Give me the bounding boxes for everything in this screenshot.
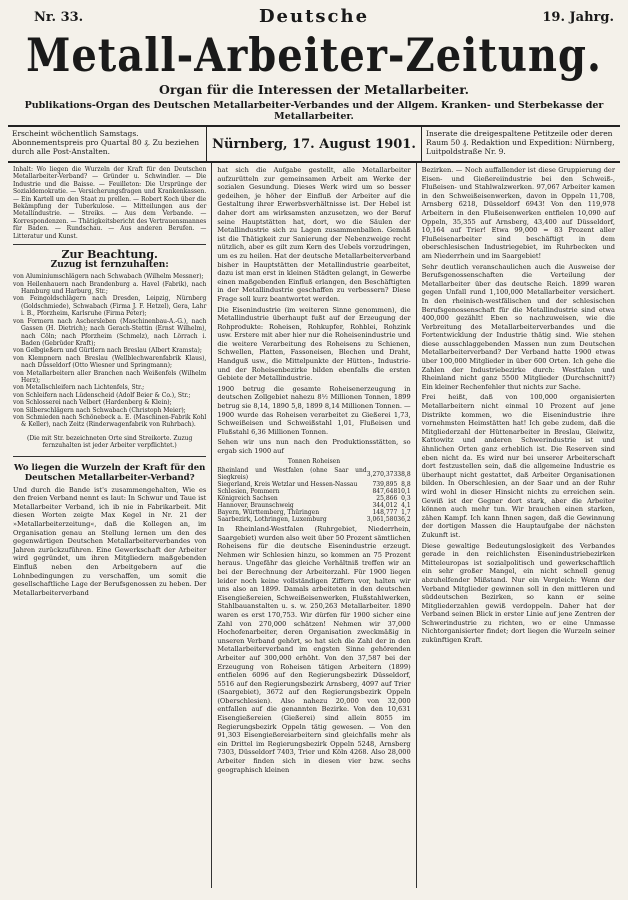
- table-row: [217, 509, 410, 516]
- table-of-contents: Inhalt: Wo liegen die Wurzeln der Kraft für den Deutschen Metallarbeiter-Verband? — Gründer u. Schwindler. — Die Industrie und die Baisse. — Feuilleton: Die Ursprünge der Sozialdemokratie. — Versicherungsfragen und Krankenkassen. — Ein Kartell um den Staat zu prellen. — Robert Koch über die Bekämpfung der Tuberkulose. — Mitteilungen aus der Metallindustrie. — Streiks. — Aus dem Verbande. — Korrespondenzen. — Thätigkeitsbericht des Vertrauensmannes für Baden. — Rundschau. — Aus anderen Berufen. — Litteratur und Kunst.: [13, 166, 207, 240]
- list-item: von Klempnern nach Breslau (Wellblechwarenfabrik Klaus), nach Düsseldorf (Otto Wiesner und Springmann);: [13, 354, 207, 370]
- region-cell: Hannover, Braunschweig: [217, 502, 294, 509]
- article-columns: [8, 163, 620, 888]
- percent-cell: 1,7: [401, 509, 411, 516]
- list-item: von Schleifern nach Lüdenscheid (Adolf Beier & Co.), Str.;: [13, 391, 191, 399]
- dateline: Nürnberg, 17. August 1901.: [207, 127, 422, 161]
- percent-cell: 38,8: [397, 470, 411, 478]
- table-row: [217, 467, 410, 481]
- list-item: von Metallschleifern nach Lichtenfels, Str.;: [13, 384, 145, 392]
- region-cell: Bayern, Württemberg, Thüringen: [217, 509, 320, 516]
- tons-cell: 3,270,373: [366, 470, 398, 478]
- tons-cell: 3,061,580: [366, 516, 398, 523]
- table-row: [217, 488, 410, 495]
- tons-cell: 739,895: [372, 481, 398, 488]
- table-header: Tonnen Roheisen: [287, 457, 341, 465]
- region-cell: Siegerland, Kreis Wetzlar und Hessen-Nassau: [217, 481, 358, 488]
- list-item: von Formern nach Aschersleben (Maschinenbau-A.-G.), nach Gassen (H. Dietrich); nach Gerach-Stettin (Ernst Wilhelm), nach Cöln; nach Pforzheim (Schmelz), nach Lörrach i. Baden (Gebrüder Kraft);: [13, 317, 207, 347]
- region-cell: Saarbezirk, Lothringen, Luxemburg: [217, 516, 327, 523]
- list-item: von Schmieden nach Schönebeck a. E. (Maschinen-Fabrik Kohl & Keller), nach Zeitz (Rinderwagenfabrik von Ruhrbach).: [13, 413, 207, 429]
- masthead-subtitle: Organ für die Interessen der Metallarbeiter.: [158, 82, 470, 97]
- divider: [13, 456, 206, 457]
- list-item: von Schlosserei nach Velbert (Hardenberg & Klein);: [13, 399, 172, 407]
- article-paragraph: hat sich die Aufgabe gestellt, alle Metallarbeiter aufzurütteln zur gemeinsamen Arbeit am Werke der sozialen Gesundung. Dieses Werk wird um so besser gedeihen, je höher der Einfluß der Arbeiter auf die Gestaltung ihrer Erwerbsverhältnisse ist. Der Hebel ist daher dort am wirksamsten anzusetzen, wo der Beruf seine Hauptstätten hat, dort, wo die Säulen der Metallindustrie sich zu Lagen zusammenballen. Gemäß ist die Thätigkeit zur Sanierung der Nebenzweige recht nützlich, aber es gilt zum Kern des Uebels vorzudringen, um es zu heilen. Hat der deutsche Metallarbeiterverband bisher in Hauptstätten der Metallindustrie gearbeitet, dazu ist man erst in kleinen Städten gelangt, in Gewerbe einen maßgebenden Einfluß erlangen, den Beschäftigten in der Metallindustrie geschaffen zu verbessern? Diese Frage soll kurz beantwortet werden.: [217, 166, 411, 303]
- publication-organ-line: Publikations-Organ des Deutschen Metallarbeiter-Verbandes und der Allgem. Kranken- und Sterbekasse der Metallarbeiter.: [8, 100, 620, 127]
- divider: [13, 244, 206, 245]
- percent-cell: 0,3: [401, 495, 411, 502]
- article-paragraph: In Rheinland-Westfalen (Ruhrgebiet, Niederrhein, Saargebiet) wurden also weit über 50 Prozent sämtlichen Roheisens für die deutsche Eisenindustrie erzeugt. Nehmen wir Schlesien hinzu, so kommen an 75 Prozent heraus. Ungefähr das gleiche Verhältniß treffen wir an bei der Berechnung der Arbeiterzahl. Für 1900 liegen leider noch keine vollständigen Ziffern vor, halten wir uns also an 1899. Damals arbeiteten in den deutschen Eisengießereien, Schweißeisenwerken, Flußstahlwerken, Stahlbauanstalten u. s. w. 250,263 Metallarbeiter. 1890 waren es erst 170,753. Wir dürfen für 1900 sicher eine Zahl von 270,000 schätzen! Nehmen wir 37,000 Hochofenarbeiter, deren Organisation zweckmäßig in unseren Verband gehört, so hat sich die Zahl der in den Metallarbeiterverband im engsten Sinne gehörenden Arbeiter auf 300,000 erhöht. Von den 37,587 bei der Erzeugung von Roheisen tätigen Arbeitern (1899) entfielen 6096 auf den Regierungsbezirk Düsseldorf, 5516 auf den Regierungsbezirk Arnsberg, 4097 auf Trier (Saargebiet), 3672 auf den Regierungsbezirk Oppeln (Oberschlesien). Also nahezu 20,000 von 32,000 entfallen auf die genannten Bezirke. Von den 10,631 Eisengießereien (Gießerei) sind allein 8055 im Regierungsbezirk Oppeln tätig gewesen. — Von den 91,303 Eisengießereiarbeitern sind gleichfalls mehr als ein Drittel im Regierungsbezirk Oppeln 5248, Arnsberg 7303, Düsseldorf 7403, Trier und Köln 4268. Also 28,000 Arbeiter finden sich in diesen vier bzw. sechs geographisch kleinen: [217, 525, 411, 774]
- region-cell: Schlesien, Pommern: [217, 488, 280, 495]
- advertising-info: Inserate die dreigespaltene Petitzeile oder deren Raum 50 ₰. Redaktion und Expedition: Nürnberg, Luitpoldstraße Nr. 9.: [426, 129, 615, 156]
- list-item: von Aluminiumschlägern nach Schwabach (Wilhelm Messner);: [13, 273, 204, 281]
- list-item: von Silberschlägern nach Schwabach (Christoph Meier);: [13, 406, 186, 414]
- article-paragraph: Sehen wir uns nun nach den Produktionsstätten, so ergab sich 1900 auf: [217, 438, 411, 455]
- list-item: von Gelbgießern und Gürtlern nach Breslau (Albert Kramsta);: [13, 347, 202, 355]
- strike-notice: (Die mit Str. bezeichneten Orte sind Streikorte. Zuzug fernzuhalten ist jeder Arbeiter verpflichtet.): [27, 434, 193, 450]
- tons-cell: 344,012: [372, 502, 398, 509]
- list-item: von Metallarbeitern aller Branchen nach Weißenfels (Wilhelm Herz);: [13, 369, 207, 384]
- article-paragraph: 1900 betrug die gesamte Roheisenerzeugung in deutschen Zollgebiet nahezu 8½ Millionen Tonnen, 1899 betrug sie 8,14, 1890 5,8, 1899 8,14 Millionen Tonnen. — 1900 wurde das Roheisen verarbeitet zu Gießerei 1,73, Schweißeisen und Schweißstahl 1,01, Flußeisen und Flußstahl 6,36 Millionen Tonnen.: [217, 384, 411, 436]
- table-row: [217, 502, 410, 509]
- table-row: [217, 495, 410, 502]
- tons-cell: 847,648: [372, 488, 398, 495]
- notice-subheading: Zuzug ist fernzuhalten:: [50, 259, 169, 270]
- article-title: Wo liegen die Wurzeln der Kraft für den Deutschen Metallarbeiter-Verband?: [13, 462, 206, 483]
- tons-cell: 25,866: [376, 495, 398, 502]
- masthead-top-word: Deutsche: [258, 6, 370, 27]
- boycott-list: [13, 273, 206, 449]
- column-3: [416, 163, 620, 888]
- iron-production-table: [217, 467, 410, 523]
- article-paragraph: Die Eisenindustrie (im weiteren Sinne genommen), die Metallindustrie überhaupt fußt auf der Erzeugung der Rohprodukte: Roheisen, Rohkupfer, Rohblei, Rohzink usw. Erstere mit aber hier nur die Roheisenindustrie und die weitere Verarbeitung des Roheisens zu Schienen, Schwellen, Platten, Fassoneisen, Blechen und Draht, Handguß usw., die Mittelpunkte der Hütten-, Industrie- und der Roheisenbezirke bilden ebenfalls die ersten Gebiete der Metallindustrie.: [217, 305, 411, 383]
- article-paragraph: Frei heißt, daß von 100,000 organisierten Metallarbeitern nicht einmal 10 Prozent auf jene Distrikte kommen, wo die Eisenindustrie ihre vornehmsten Heimstätten hat! Ich gebe zudem, daß die Mitgliederzahl der Hüttenarbeiter in Breslau, Gleiwitz, Kattowitz und anderen Schwerindustrie ist und ähnlichen Orten ganz erheblich ist. Die Reserven sind eben nicht da. Es wird nur bei unserer Arbeiterschaft dort festzustellen sein, daß die allgemeine Industrie es überhaupt nicht gestattet, daß Arbeiter Organisationen bilden. In Oberschlesien, an der Saar und an der Ruhr wird wohl in dieser Hinsicht nichts zu erreichen sein. Gewiß ist der Gegner dort stark, aber die Arbeiter können auch mehr tun. Wir brauchen einen starken, zähen Kampf. Ich kann Ihnen sagen, daß die Gewinnung der dortigen Massen die Hauptaufgabe der nächsten Zukunft ist.: [421, 393, 615, 539]
- notice-heading: Zur Beachtung.: [61, 248, 158, 262]
- article-paragraph: Diese gewaltige Bedeutungslosigkeit des Verbandes gerade in den reichlichsten Eisenindustriebezirken Mitteleuropas ist sozialpolitisch und gewerkschaftlich ein sehr großer Mangel, ein nicht schnell genug abzuhelfender Mißstand. Nur ein Vergleich: Wenn der Verband Mitglieder gewinnen soll in den mittleren und süddeutschen Bezirken, so kann er seine Mitgliederzahlen gewiß verdoppeln. Daher hat der Verband seinen Blick in erster Linie auf jene Zentren der Schwerindustrie zu richten, wo er eine Unmasse Nichtorganisierter findet; dort liegen die Wurzeln seiner zukünftigen Kraft.: [421, 541, 615, 645]
- percent-cell: 4,1: [401, 502, 411, 509]
- volume-year: 19. Jahrg.: [542, 10, 614, 25]
- info-bar: [8, 127, 620, 163]
- tons-cell: 148,777: [372, 509, 398, 516]
- column-1: [8, 163, 211, 888]
- issue-number: Nr. 33.: [34, 10, 84, 25]
- percent-cell: 8,8: [401, 481, 411, 488]
- masthead-topline: [8, 6, 620, 28]
- percent-cell: 36,2: [397, 516, 411, 523]
- region-cell: Königreich Sachsen: [217, 495, 278, 502]
- newspaper-page: [8, 6, 620, 896]
- table-row: [217, 481, 410, 488]
- article-body: Und durch die Bande ist's zusammengehalten, Wie es den freien Verband nennt es laut: In Schwur und Taue ist Metallarbeiter Verband, ich ib nie in Fabrikarbeit. Mit diesen Worten zeigte Max Kegel in Nr. 21 der »Metallarbeiterzeitung«, daß die Kollegen an, im Organisation genau an Stellung lernen um den des gegenwärtigen Deutschen Metallarbeiterverbandes von Jahren zurückzuführen. Eine Gewerkschaft der Arbeiter wird gegründet, um ihren Mitgliedern maßgebenden Einfluß neben den Arbeitgebern auf die Lohnbedingungen zu verschaffen, um somit die gesellschaftliche Lage der Berufsgenossen zu heben. Der Metallarbeiterverband: [13, 485, 207, 597]
- column-2: [211, 163, 415, 888]
- article-paragraph: Bezirken. — Noch auffallender ist diese Gruppierung der Eisen- und Gießereiindustrie bei den Schweiß-, Flußeisen- und Stahlwalzwerken. 97,067 Arbeiter kamen in den Schweißeisenwerken, davon in Oppeln 11,708, Arnsberg 6218, Düsseldorf 6943! Von den 119,978 Arbeitern in den Flußeisenwerken entfielen 10,090 auf Oppeln, 35,355 auf Arnsberg, 43,400 auf Düsseldorf, 10,164 auf Trier! Etwa 99,000 = 83 Prozent aller Flußeisenarbeiter sind beschäftigt in dem oberschlesischen Industriegebiet, im Ruhrbecken und am Niederrhein und im Saargebiet!: [421, 166, 615, 260]
- list-item: von Feingoldschlägern nach Dresden, Leipzig, Nürnberg (Goldschmiede), Schwabach (Firma J. F. Hetzel), Gera, Lahr i. B., Pforzheim, Karlsruhe (Firma Peter);: [13, 295, 207, 318]
- subscription-info: Erscheint wöchentlich Samstags. Abonnementspreis pro Quartal 80 ₰. Zu beziehen durch alle Post-Anstalten.: [8, 127, 207, 161]
- percent-cell: 10,1: [397, 488, 411, 495]
- region-cell: Rheinland und Westfalen (ohne Saar und Siegkreis): [217, 467, 367, 481]
- list-item: von Heilenhauern nach Brandenburg a. Havel (Fabrik), nach Hamburg und Harburg, Str.;: [13, 280, 207, 296]
- article-paragraph: Sehr deutlich veranschaulichen auch die Ausweise der Berufsgenossenschaften die Verteilung der Metallarbeiter über das deutsche Reich. 1899 waren gegen Unfall rund 1,100,000 Metallarbeiter versichert. In den rheinisch-westfälischen und der schlesischen Berufsgenossenschaft für die Metallindustrie sind etwa 400,000 gezählt! Eben so nachzuweisen, wie die Verbreitung des Metallarbeiterverbandes und die Fortentwicklung der Industrie thätig sind. Wie stehen diese ausschlaggebenden Massen nun zum Deutschen Metallarbeiterverband? Der Verband hatte 1900 etwas über 100,000 Mitglieder in über 600 Orten. Ich gehe die Zahlen der Industriebezirke durch: Westfalen und Rheinland nicht ganz 5500 Mitglieder (Durchschnitt?) Ein kleiner Rechenfehler thut nichts zur Sache.: [421, 262, 615, 391]
- masthead-title: Metall-Arbeiter-Zeitung.: [26, 28, 602, 83]
- table-row: [217, 516, 410, 523]
